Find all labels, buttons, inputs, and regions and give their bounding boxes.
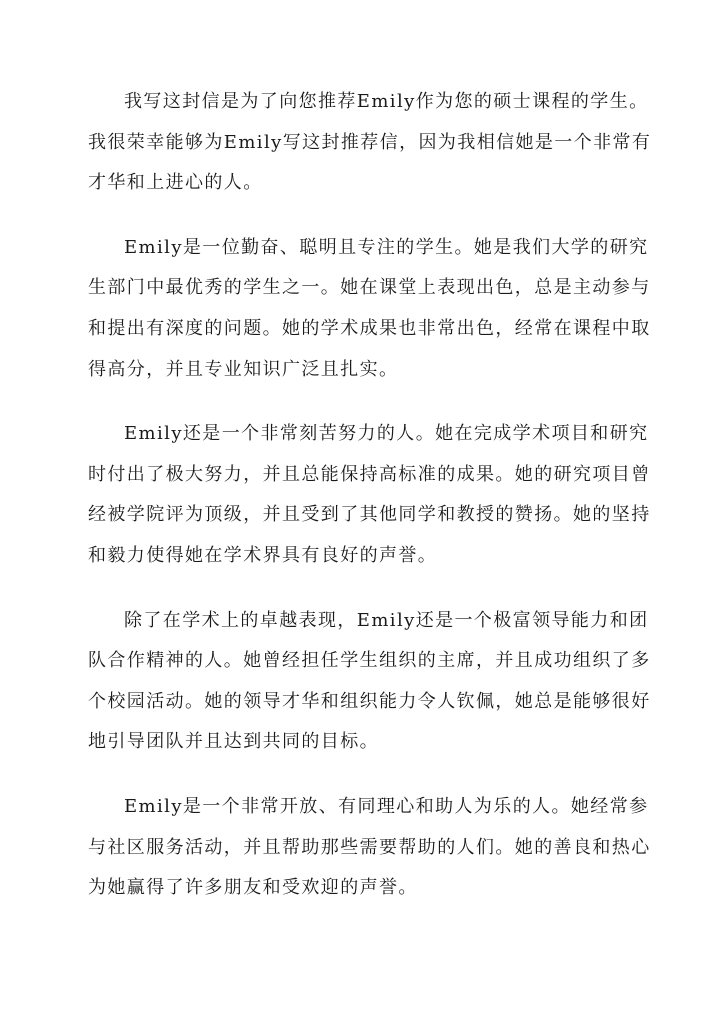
letter-body: [88, 82, 652, 933]
paragraph-line: 个校园活动。她的领导才华和组织能力令人钦佩，她总是能够很好: [88, 690, 651, 712]
paragraph-line: 和提出有深度的问题。她的学术成果也非常出色，经常在课程中取: [88, 317, 651, 339]
paragraph-2: [88, 228, 651, 390]
paragraph-line: 和毅力使得她在学术界具有良好的声誉。: [88, 544, 438, 566]
paragraph-line: 为她赢得了许多朋友和受欢迎的声誉。: [88, 877, 418, 899]
paragraph-line: Emily是一个非常开放、有同理心和助人为乐的人。她经常参: [124, 795, 649, 817]
paragraph-line: Emily还是一个非常刻苦努力的人。她在完成学术项目和研究: [124, 423, 649, 445]
paragraph-4: [88, 601, 651, 763]
paragraph-line: 经被学院评为顶级，并且受到了其他同学和教授的赞扬。她的坚持: [88, 504, 651, 526]
paragraph-line: 与社区服务活动，并且帮助那些需要帮助的人们。她的善良和热心: [88, 836, 651, 858]
paragraph-line: 生部门中最优秀的学生之一。她在课堂上表现出色，总是主动参与: [88, 277, 651, 299]
paragraph-line: 得高分，并且专业知识广泛且扎实。: [88, 358, 399, 380]
paragraph-line: 时付出了极大努力，并且总能保持高标准的成果。她的研究项目曾: [88, 463, 651, 485]
paragraph-line: 我很荣幸能够为Emily写这封推荐信，因为我相信她是一个非常有: [88, 131, 652, 153]
paragraph-line: 地引导团队并且达到共同的目标。: [88, 731, 379, 753]
paragraph-line: 才华和上进心的人。: [88, 172, 263, 194]
paragraph-3: [88, 414, 651, 576]
paragraph-line: 队合作精神的人。她曾经担任学生组织的主席，并且成功组织了多: [88, 650, 651, 672]
paragraph-line: Emily是一位勤奋、聪明且专注的学生。她是我们大学的研究: [124, 236, 649, 258]
paragraph-line: 除了在学术上的卓越表现，Emily还是一个极富领导能力和团: [124, 609, 649, 631]
paragraph-1: [88, 82, 652, 204]
paragraph-5: [88, 787, 651, 909]
paragraph-line: 我写这封信是为了向您推荐Emily作为您的硕士课程的学生。: [124, 91, 649, 112]
